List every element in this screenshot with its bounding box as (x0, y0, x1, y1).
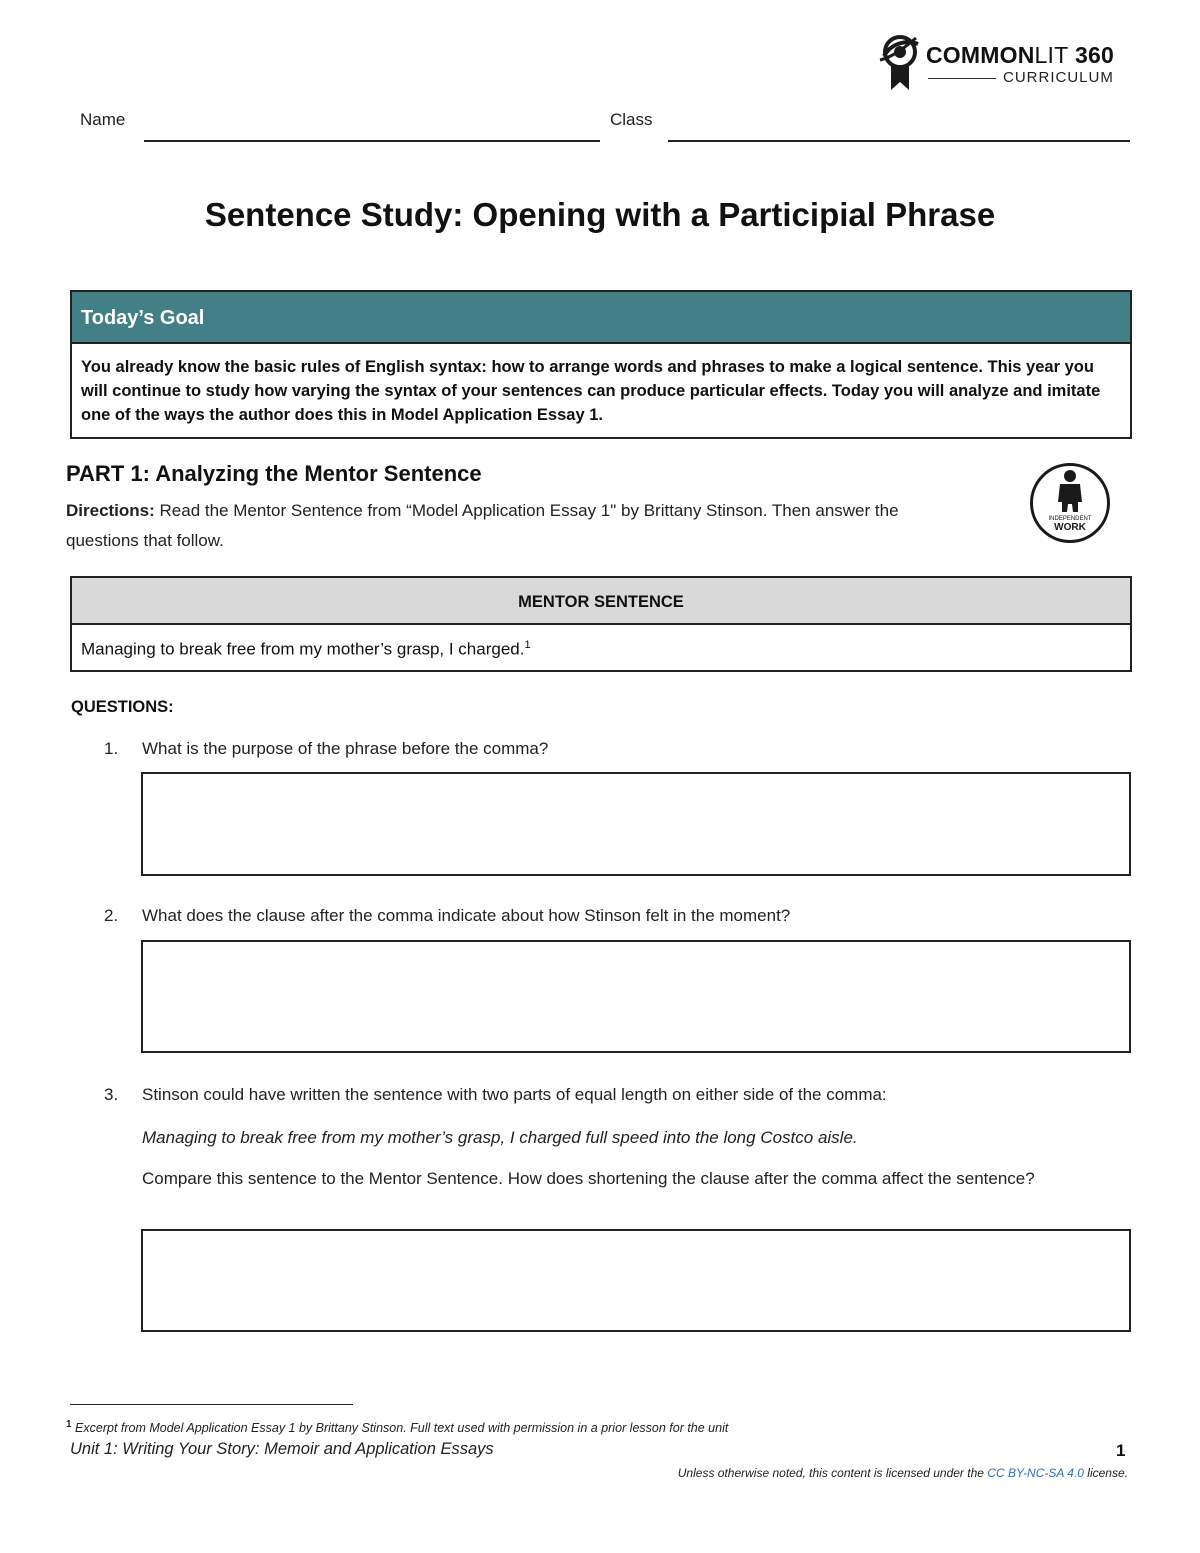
unit-title: Unit 1: Writing Your Story: Memoir and Application Essays (70, 1440, 494, 1458)
footnote-text: Excerpt from Model Application Essay 1 by Brittany Stinson. Full text used with permission in a prior lesson for the unit (71, 1421, 729, 1436)
question-2-text: What does the clause after the comma indicate about how Stinson felt in the moment? (142, 906, 791, 925)
name-label: Name (80, 110, 126, 129)
footnote-ref: 1 (524, 639, 531, 651)
commonlit-logo-icon (876, 34, 922, 92)
mentor-sentence-text: Managing to break free from my mother’s grasp, I charged. (81, 639, 525, 659)
class-field-line[interactable] (668, 140, 1130, 142)
answer-box-3[interactable] (141, 1229, 1131, 1332)
logo-rule (928, 78, 996, 79)
question-3-prompt: Compare this sentence to the Mentor Sentence. How does shortening the clause after the comma affect the sentence? (142, 1169, 1035, 1188)
logo-wordmark: COMMONLIT 360 (926, 42, 1114, 68)
question-1-text: What is the purpose of the phrase before the comma? (142, 739, 549, 758)
page-title: Sentence Study: Opening with a Participial Phrase (204, 196, 996, 233)
badge-top-text: INDEPENDENT (1048, 516, 1092, 522)
mentor-sentence-box (70, 576, 1132, 672)
footnote-mark: 1 (66, 1419, 72, 1430)
directions (66, 496, 966, 556)
directions-text: Read the Mentor Sentence from “Model Application Essay 1" by Brittany Stinson. Then answer the questions that follow. (66, 501, 899, 550)
commonlit-logo (876, 34, 1136, 94)
independent-work-icon (1029, 462, 1111, 544)
license-text-pre: Unless otherwise noted, this content is licensed under the (677, 1466, 988, 1480)
question-3-text: Stinson could have written the sentence with two parts of equal length on either side of the comma: (142, 1085, 887, 1104)
part1-title: PART 1: Analyzing the Mentor Sentence (66, 461, 482, 486)
question-3-example: Managing to break free from my mother’s grasp, I charged full speed into the long Costco aisle. (142, 1128, 858, 1147)
answer-box-2[interactable] (141, 940, 1131, 1053)
logo-subtitle: CURRICULUM (1003, 69, 1114, 86)
badge-bottom-text: WORK (1054, 522, 1086, 533)
question-2-number: 2. (104, 906, 119, 925)
mentor-sentence (72, 625, 1130, 670)
question-1-number: 1. (104, 739, 119, 758)
question-3-number: 3. (104, 1085, 119, 1104)
goal-heading: Today’s Goal (72, 292, 1130, 344)
answer-box-1[interactable] (141, 772, 1131, 876)
license-text-post: license. (1083, 1466, 1128, 1480)
goal-box (70, 290, 1132, 439)
license-link[interactable]: CC BY-NC-SA 4.0 (987, 1466, 1084, 1480)
page-number: 1 (1116, 1441, 1126, 1460)
class-label: Class (610, 110, 653, 129)
questions-heading: QUESTIONS: (71, 698, 174, 716)
mentor-heading: MENTOR SENTENCE (72, 578, 1130, 625)
footnote-rule (70, 1404, 353, 1405)
directions-label: Directions: (66, 501, 155, 520)
name-field-line[interactable] (144, 140, 600, 142)
goal-text: You already know the basic rules of English syntax: how to arrange words and phrases to make a logical sentence. This year you will continue to study how varying the syntax of your sentences can produce particular effects. Today you will analyze and imitate one of the ways the author does this in Model Application Essay 1. (81, 358, 1101, 424)
license-notice (560, 1466, 1128, 1480)
footnote (66, 1419, 728, 1435)
